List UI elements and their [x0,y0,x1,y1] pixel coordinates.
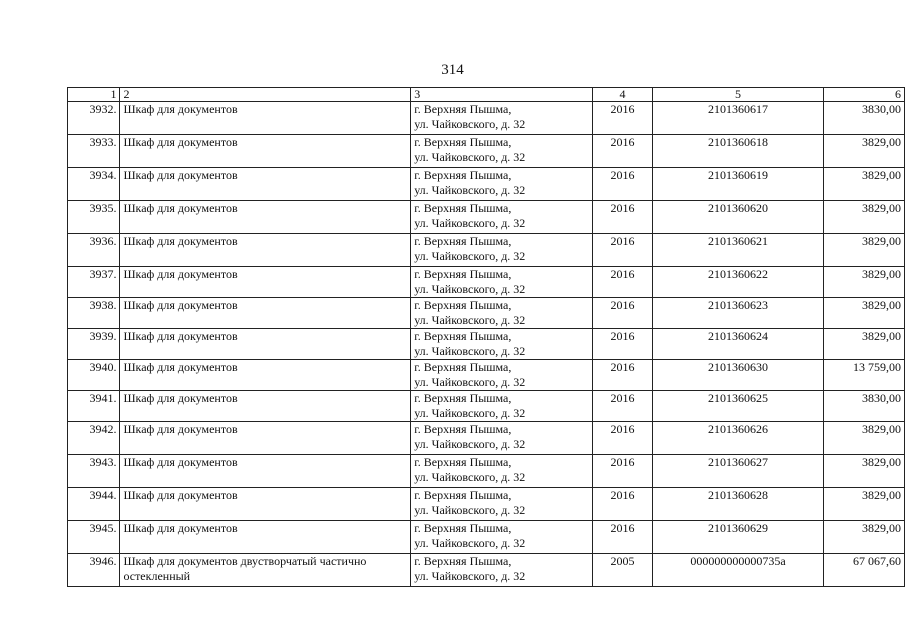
cost-cell [824,298,905,329]
row-number: 3941. [89,391,117,405]
address-line-2: ул. Чайковского, д. 32 [414,375,526,389]
table-row [68,391,905,422]
item-name: Шкаф для документов [123,521,238,535]
address-line-1: г. Верхняя Пышма, [414,298,512,312]
item-name: Шкаф для документов [123,298,238,312]
page-number: 314 [441,62,464,78]
address-line-2: ул. Чайковского, д. 32 [414,282,526,296]
address-line-2: ул. Чайковского, д. 32 [414,437,526,451]
address-line-1: г. Верхняя Пышма, [414,488,512,502]
row-number: 3938. [89,298,117,312]
row-number-cell [68,329,120,360]
year-cell [592,521,652,554]
year: 2016 [610,201,635,215]
row-number-cell [68,102,120,135]
item-name-cell [120,102,411,135]
year: 2016 [610,360,635,374]
item-name-cell [120,488,411,521]
year-cell [592,329,652,360]
address-cell [411,168,593,201]
address-line-2: ул. Чайковского, д. 32 [414,536,526,550]
inventory-code: 2101360621 [708,234,769,248]
row-number: 3939. [89,329,117,343]
row-number: 3936. [89,234,117,248]
header-col-6: 6 [824,88,905,102]
year: 2005 [610,554,635,568]
inventory-code: 2101360620 [708,201,769,215]
item-name: Шкаф для документов [123,360,238,374]
year: 2016 [610,521,635,535]
year-cell [592,391,652,422]
year-cell [592,554,652,587]
item-name-cell [120,234,411,267]
address-cell [411,234,593,267]
row-number: 3943. [89,455,117,469]
item-name: Шкаф для документов [123,168,238,182]
table-row [68,488,905,521]
header-col-1: 1 [68,88,120,102]
inventory-code: 2101360619 [708,168,769,182]
inventory-code-cell [653,360,824,391]
table-row [68,554,905,587]
row-number-cell [68,168,120,201]
address-line-1: г. Верхняя Пышма, [414,201,512,215]
table-row [68,298,905,329]
table-row [68,267,905,298]
address-line-1: г. Верхняя Пышма, [414,168,512,182]
cost: 67 067,60 [853,554,901,568]
header-col-5: 5 [653,88,824,102]
cost-cell [824,554,905,587]
cost-cell [824,422,905,455]
address-line-2: ул. Чайковского, д. 32 [414,503,526,517]
address-cell [411,201,593,234]
header-row [68,88,905,102]
year: 2016 [610,168,635,182]
address-line-2: ул. Чайковского, д. 32 [414,313,526,327]
address-cell [411,360,593,391]
address-line-1: г. Верхняя Пышма, [414,521,512,535]
year-cell [592,135,652,168]
cost: 3829,00 [862,455,901,469]
item-name-cell [120,422,411,455]
address-line-2: ул. Чайковского, д. 32 [414,344,526,358]
cost: 3829,00 [862,298,901,312]
row-number-cell [68,360,120,391]
cost-cell [824,102,905,135]
year: 2016 [610,455,635,469]
inventory-code: 2101360624 [708,329,769,343]
item-name: Шкаф для документов [123,391,238,405]
inventory-code-cell [653,488,824,521]
item-name-cell [120,455,411,488]
item-name-cell [120,267,411,298]
year: 2016 [610,488,635,502]
address-cell [411,329,593,360]
year-cell [592,102,652,135]
address-cell [411,298,593,329]
year-cell [592,201,652,234]
cost: 3829,00 [862,488,901,502]
table-row [68,168,905,201]
item-name-cell [120,168,411,201]
cost-cell [824,360,905,391]
item-name-cell [120,135,411,168]
address-line-2: ул. Чайковского, д. 32 [414,117,526,131]
item-name-cell [120,298,411,329]
address-line-2: ул. Чайковского, д. 32 [414,470,526,484]
table-row [68,422,905,455]
item-name-cell [120,521,411,554]
year-cell [592,168,652,201]
address-line-1: г. Верхняя Пышма, [414,267,512,281]
header-col-3: 3 [411,88,593,102]
table-row [68,455,905,488]
item-name: Шкаф для документов [123,201,238,215]
item-name: Шкаф для документов [123,102,238,116]
row-number-cell [68,135,120,168]
row-number-cell [68,298,120,329]
row-number: 3934. [89,168,117,182]
year: 2016 [610,102,635,116]
cost-cell [824,267,905,298]
address-cell [411,554,593,587]
cost-cell [824,201,905,234]
row-number-cell [68,422,120,455]
year: 2016 [610,135,635,149]
inventory-code-cell [653,102,824,135]
item-name: Шкаф для документов [123,329,238,343]
address-line-2: ул. Чайковского, д. 32 [414,216,526,230]
inventory-code-cell [653,201,824,234]
row-number: 3946. [89,554,117,568]
cost-cell [824,455,905,488]
cost-cell [824,135,905,168]
item-name: Шкаф для документов [123,422,238,436]
address-line-1: г. Верхняя Пышма, [414,234,512,248]
year: 2016 [610,422,635,436]
inventory-code-cell [653,267,824,298]
cost: 3829,00 [862,168,901,182]
cost: 3829,00 [862,201,901,215]
address-line-1: г. Верхняя Пышма, [414,135,512,149]
item-name-cell [120,329,411,360]
inventory-code: 2101360625 [708,391,769,405]
table-row [68,360,905,391]
cost: 3829,00 [862,422,901,436]
address-line-2: ул. Чайковского, д. 32 [414,406,526,420]
row-number: 3940. [89,360,117,374]
address-cell [411,391,593,422]
address-cell [411,102,593,135]
year-cell [592,267,652,298]
address-line-1: г. Верхняя Пышма, [414,455,512,469]
row-number: 3945. [89,521,117,535]
year: 2016 [610,234,635,248]
cost-cell [824,391,905,422]
inventory-code-cell [653,391,824,422]
inventory-code-cell [653,554,824,587]
table-row [68,329,905,360]
row-number: 3944. [89,488,117,502]
address-line-1: г. Верхняя Пышма, [414,391,512,405]
address-line-1: г. Верхняя Пышма, [414,102,512,116]
address-cell [411,488,593,521]
year: 2016 [610,391,635,405]
row-number: 3942. [89,422,117,436]
inventory-code-cell [653,168,824,201]
address-cell [411,521,593,554]
cost: 3830,00 [862,102,901,116]
table-row [68,234,905,267]
cost: 3829,00 [862,267,901,281]
address-line-2: ул. Чайковского, д. 32 [414,249,526,263]
inventory-code: 2101360626 [708,422,769,436]
year: 2016 [610,267,635,281]
item-name: Шкаф для документов [123,234,238,248]
year-cell [592,360,652,391]
row-number: 3932. [89,102,117,116]
cost: 3829,00 [862,234,901,248]
address-line-2: ул. Чайковского, д. 32 [414,183,526,197]
inventory-code-cell [653,455,824,488]
address-line-1: г. Верхняя Пышма, [414,329,512,343]
table-row [68,135,905,168]
inventory-code: 2101360617 [708,102,769,116]
inventory-code: 2101360629 [708,521,769,535]
item-name: Шкаф для документов [123,135,238,149]
cost: 3830,00 [862,391,901,405]
row-number-cell [68,455,120,488]
row-number: 3933. [89,135,117,149]
address-cell [411,455,593,488]
row-number: 3935. [89,201,117,215]
row-number-cell [68,267,120,298]
cost-cell [824,521,905,554]
item-name: Шкаф для документов [123,267,238,281]
table-row [68,102,905,135]
item-name-cell [120,201,411,234]
address-cell [411,422,593,455]
inventory-code-cell [653,298,824,329]
row-number-cell [68,391,120,422]
cost-cell [824,488,905,521]
row-number-cell [68,554,120,587]
row-number-cell [68,234,120,267]
year-cell [592,234,652,267]
year-cell [592,298,652,329]
row-number-cell [68,488,120,521]
inventory-code: 2101360623 [708,298,769,312]
inventory-code-cell [653,135,824,168]
cost-cell [824,234,905,267]
inventory-code: 2101360630 [708,360,769,374]
inventory-code: 2101360618 [708,135,769,149]
year: 2016 [610,329,635,343]
address-cell [411,135,593,168]
row-number: 3937. [89,267,117,281]
inventory-code-cell [653,234,824,267]
header-col-4: 4 [592,88,652,102]
inventory-code: 2101360628 [708,488,769,502]
inventory-code: 2101360627 [708,455,769,469]
inventory-code: 2101360622 [708,267,769,281]
item-name-cell [120,360,411,391]
row-number-cell [68,521,120,554]
cost: 13 759,00 [853,360,901,374]
address-line-1: г. Верхняя Пышма, [414,422,512,436]
item-name-cell [120,554,411,587]
year-cell [592,422,652,455]
cost: 3829,00 [862,329,901,343]
item-name: Шкаф для документов двустворчатый частично остекленный [123,554,367,583]
header-col-2: 2 [120,88,411,102]
item-name-cell [120,391,411,422]
cost-cell [824,168,905,201]
inventory-code: 000000000000735а [690,554,786,568]
row-number-cell [68,201,120,234]
address-line-1: г. Верхняя Пышма, [414,360,512,374]
year-cell [592,488,652,521]
inventory-table [67,87,905,587]
cost: 3829,00 [862,135,901,149]
cost-cell [824,329,905,360]
table-row [68,521,905,554]
year: 2016 [610,298,635,312]
table-row [68,201,905,234]
address-line-2: ул. Чайковского, д. 32 [414,150,526,164]
cost: 3829,00 [862,521,901,535]
address-line-1: г. Верхняя Пышма, [414,554,512,568]
item-name: Шкаф для документов [123,488,238,502]
item-name: Шкаф для документов [123,455,238,469]
inventory-code-cell [653,521,824,554]
address-cell [411,267,593,298]
address-line-2: ул. Чайковского, д. 32 [414,569,526,583]
inventory-code-cell [653,329,824,360]
year-cell [592,455,652,488]
inventory-code-cell [653,422,824,455]
